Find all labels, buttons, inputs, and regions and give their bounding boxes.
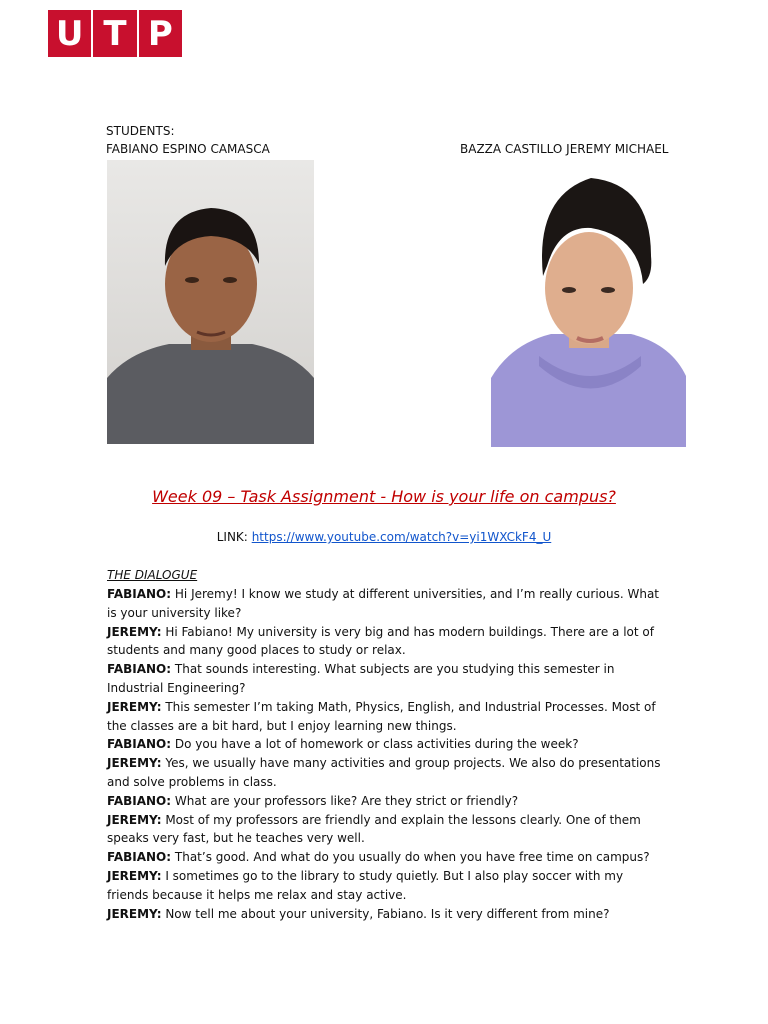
youtube-link[interactable]: https://www.youtube.com/watch?v=yi1WXCkF4_U: [251, 530, 552, 544]
dialogue-text: Most of my professors are friendly and explain the lessons clearly. One of them speaks very fast, but he teaches very well.: [107, 812, 641, 846]
student-2-name: BAZZA CASTILLO JEREMY MICHAEL: [460, 142, 669, 156]
speaker-name: JEREMY:: [107, 624, 162, 639]
speaker-name: FABIANO:: [107, 793, 172, 808]
dialogue-text: What are your professors like? Are they strict or friendly?: [174, 793, 519, 808]
dialogue-text: This semester I’m taking Math, Physics, English, and Industrial Processes. Most of the classes are a bit hard, but I enjoy learning new things.: [107, 699, 656, 733]
dialogue-text: I sometimes go to the library to study quietly. But I also play soccer with my friends because it helps me relax and stay active.: [107, 868, 624, 902]
speaker-name: FABIANO:: [107, 662, 172, 677]
student-2-photo: [491, 166, 686, 447]
speaker-name: JEREMY:: [107, 868, 162, 883]
link-line: [0, 528, 768, 546]
dialogue-text: Hi Jeremy! I know we study at different universities, and I’m really curious. What is your university like?: [107, 587, 660, 620]
dialogue-line: [107, 698, 663, 736]
dialogue-text: That’s good. And what do you usually do when you have free time on campus?: [174, 850, 650, 865]
utp-logo: [48, 10, 182, 57]
dialogue-line: [107, 867, 663, 905]
dialogue-line: [107, 735, 663, 754]
logo-letter-u: U: [48, 10, 91, 57]
dialogue-line: [107, 585, 663, 623]
speaker-name: JEREMY:: [107, 699, 162, 714]
dialogue-line: [107, 848, 663, 867]
logo-letter-p: P: [139, 10, 182, 57]
students-label: STUDENTS:: [106, 124, 175, 138]
dialogue-text: Yes, we usually have many activities and group projects. We also do presentations and solve problems in class.: [107, 756, 661, 789]
speaker-name: JEREMY:: [107, 756, 162, 771]
dialogue-line: [107, 905, 663, 924]
dialogue-line: [107, 660, 663, 698]
speaker-name: JEREMY:: [107, 906, 162, 921]
dialogue-text: Hi Fabiano! My university is very big and has modern buildings. There are a lot of students and many good places to study or relax.: [107, 624, 654, 658]
link-label: LINK:: [216, 530, 248, 544]
student-2-portrait-graphic: [491, 166, 686, 447]
dialogue-line: [107, 754, 663, 792]
dialogue-line: [107, 811, 663, 849]
assignment-title: Week 09 – Task Assignment - How is your life on campus?: [152, 487, 616, 506]
dialogue-text: That sounds interesting. What subjects are you studying this semester in Industrial Engineering?: [107, 662, 615, 695]
dialogue-line: [107, 623, 663, 661]
dialogue-text: Now tell me about your university, Fabiano. Is it very different from mine?: [165, 906, 610, 921]
dialogue-heading: THE DIALOGUE: [107, 568, 198, 582]
dialogue-text: Do you have a lot of homework or class activities during the week?: [174, 737, 579, 752]
student-1-photo: [107, 160, 314, 444]
logo-letter-t: T: [93, 10, 136, 57]
speaker-name: FABIANO:: [107, 850, 172, 865]
student-1-portrait-graphic: [107, 160, 314, 444]
dialogue-body: [107, 585, 663, 923]
dialogue-line: [107, 792, 663, 811]
speaker-name: JEREMY:: [107, 812, 162, 827]
speaker-name: FABIANO:: [107, 587, 172, 601]
student-1-name: FABIANO ESPINO CAMASCA: [106, 142, 270, 156]
speaker-name: FABIANO:: [107, 737, 172, 752]
